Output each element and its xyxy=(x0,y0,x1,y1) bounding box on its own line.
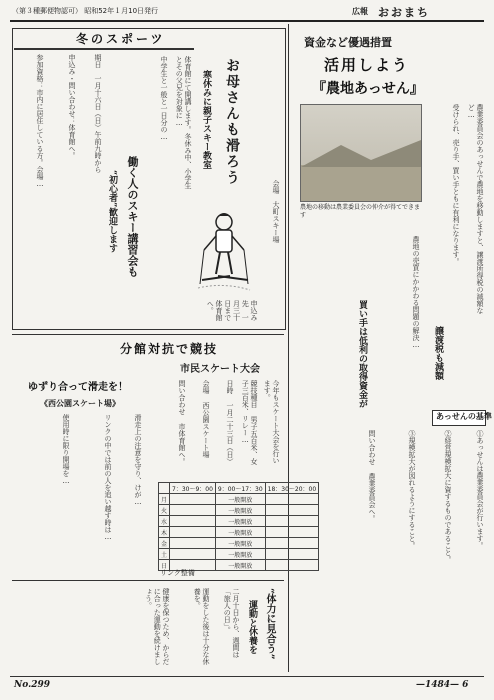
relay-col-1: 今年もスケート大会を行います。 xyxy=(263,380,280,464)
schedule-cell xyxy=(170,549,216,560)
skate-col-3: 使用時に限り開場を… xyxy=(62,414,70,485)
working-ski-subtitle: “初心者”歓迎します xyxy=(107,170,117,253)
winter-col-7: 申込み先 一月三十日まで体育館へ。 xyxy=(206,300,258,321)
skate-subtitle: 《西公園スケート場》 xyxy=(40,398,120,408)
schedule-row xyxy=(159,505,319,516)
schedule-header-cell: 18：30〜20：00 xyxy=(265,483,319,494)
schedule-header-cell xyxy=(159,483,170,494)
relay-col-3: 日時 一月二十三日（日） xyxy=(226,380,234,465)
center-divider xyxy=(288,24,289,672)
winter-sports-title-rule xyxy=(14,48,194,50)
footer-rule xyxy=(10,676,484,677)
exercise-col-3: 健康を保つため、からだに合った運動を続けましょう。 xyxy=(144,588,170,665)
header-brand-small: 広報 xyxy=(352,6,368,16)
winter-sports-title: 冬のスポーツ xyxy=(76,32,166,46)
relay-top-rule xyxy=(12,334,284,335)
farmland-sub-1: 譲渡税も減額 xyxy=(433,326,443,380)
schedule-row xyxy=(159,538,319,549)
footer-issue-no: No.299 xyxy=(14,680,50,690)
schedule-cell xyxy=(170,494,216,505)
farmland-col-4: ①あっせんは農業委員会が行います。 xyxy=(476,430,484,549)
skate-schedule-table xyxy=(158,482,319,571)
farmland-col-6: ③規模拡大が図れるようにすること。 xyxy=(408,430,416,549)
criteria-box-title: あっせんの基準 xyxy=(436,411,492,421)
skate-col-2: リンクの中では前の人を追い越す時は… xyxy=(104,414,112,541)
schedule-cell: 一般開放 xyxy=(215,560,265,571)
schedule-cell xyxy=(170,516,216,527)
relay-col-2: 競技種目 男子五百米、女子三百米、リレー… xyxy=(241,380,258,465)
schedule-row xyxy=(159,549,319,560)
schedule-cell xyxy=(170,505,216,516)
farmland-photo-art xyxy=(301,105,421,201)
schedule-cell: 一般開放 xyxy=(215,527,265,538)
schedule-cell: 土 xyxy=(159,549,170,560)
schedule-cell: 一般開放 xyxy=(215,516,265,527)
winter-col-5: 期日 一月十六日（日）午前九時から xyxy=(94,54,102,173)
schedule-cell: 木 xyxy=(159,527,170,538)
relay-col-4: 会場 西公園スケート場 xyxy=(202,380,210,458)
relay-col-5: 問い合わせ 市体育館へ。 xyxy=(178,380,186,465)
schedule-cell: 一般開放 xyxy=(215,538,265,549)
farmland-title-2: 『農地あっせん』 xyxy=(312,81,424,97)
schedule-cell: 一般開放 xyxy=(215,494,265,505)
footer-page-no: —1484— 6 xyxy=(416,680,469,690)
schedule-cell xyxy=(170,527,216,538)
farmland-photo-caption: 農地の移動は農業委員会の仲介が得てできます xyxy=(300,204,421,219)
exercise-col-2: 運動をした後は十分な休養を。 xyxy=(193,588,210,665)
mother-ski-title: お母さんも滑ろう xyxy=(224,58,240,186)
farmland-sub-2: 買い手は低利の取得資金が xyxy=(357,300,367,408)
farmland-col-7: 問い合わせ 農業委員会へ。 xyxy=(368,430,376,522)
header-rule xyxy=(10,20,484,22)
winter-col-2: 中学生と一般と一日分の… xyxy=(160,56,168,141)
schedule-row xyxy=(159,527,319,538)
schedule-cell xyxy=(170,538,216,549)
schedule-header-cell: 9：00〜17：30 xyxy=(215,483,265,494)
farmland-title: 活用しよう xyxy=(324,56,410,74)
relay-title: 分館対抗で競技 xyxy=(120,342,219,356)
schedule-cell: 金 xyxy=(159,538,170,549)
winter-col-1: 体育館にて開講します。冬休み中、小学生とその父兄を対象に… xyxy=(175,56,192,189)
rink-label: リンク整備 xyxy=(160,569,195,577)
exercise-subtitle: 運動と休養を xyxy=(247,600,257,654)
winter-col-4: 申込み・問い合わせ：体育館へ。 xyxy=(68,54,76,159)
farmland-col-5: ②経営規模拡大に資するものであること。 xyxy=(444,430,452,563)
winter-col-6: 会場 大町スキー場 xyxy=(272,180,280,243)
working-ski-title: 働く人のスキー講習会も xyxy=(126,156,139,277)
farmland-col-3: 農地の売買にかかわる問題の解決… xyxy=(412,236,420,349)
farmland-kicker: 資金など優遇措置 xyxy=(304,36,392,49)
header-brand-title: おおまち xyxy=(378,6,430,19)
exercise-title: “体力に見合う” xyxy=(264,588,275,660)
schedule-row xyxy=(159,494,319,505)
skate-title: ゆずり合って滑走を！ xyxy=(28,382,128,393)
exercise-top-rule xyxy=(12,580,284,581)
farmland-col-2: 受けられ、売り手、買い手ともに有利になります。 xyxy=(452,104,460,265)
schedule-cell: 日 xyxy=(159,560,170,571)
farmland-photo xyxy=(300,104,422,202)
schedule-cell: 月 xyxy=(159,494,170,505)
winter-col-3: 参加資格：市内に居住している方。会場… xyxy=(36,54,44,188)
skate-col-1: 滑走上の注意を守り、けが… xyxy=(134,414,142,506)
schedule-cell: 一般開放 xyxy=(215,505,265,516)
schedule-cell: 一般開放 xyxy=(215,549,265,560)
schedule-cell: 水 xyxy=(159,516,170,527)
header-issue-note: （第３種郵便物認可） 昭和52年１月10日発行 xyxy=(12,7,159,15)
skate-schedule xyxy=(158,482,319,571)
schedule-header-row xyxy=(159,483,319,494)
mother-ski-subtitle: 寒休みに親子スキー教室 xyxy=(201,70,211,169)
relay-subtitle: 市民スケート大会 xyxy=(180,364,260,375)
schedule-row xyxy=(159,516,319,527)
schedule-header-cell: 7：30〜9：00 xyxy=(170,483,216,494)
schedule-cell: 火 xyxy=(159,505,170,516)
skier-illustration xyxy=(194,210,254,292)
farmland-col-1: 農業委員会のあっせんで農地を移動しますと、譲渡所得税の減額など… xyxy=(467,104,484,314)
exercise-col-1: 二月十日から、週間は「旅人の日」。 xyxy=(223,588,240,658)
